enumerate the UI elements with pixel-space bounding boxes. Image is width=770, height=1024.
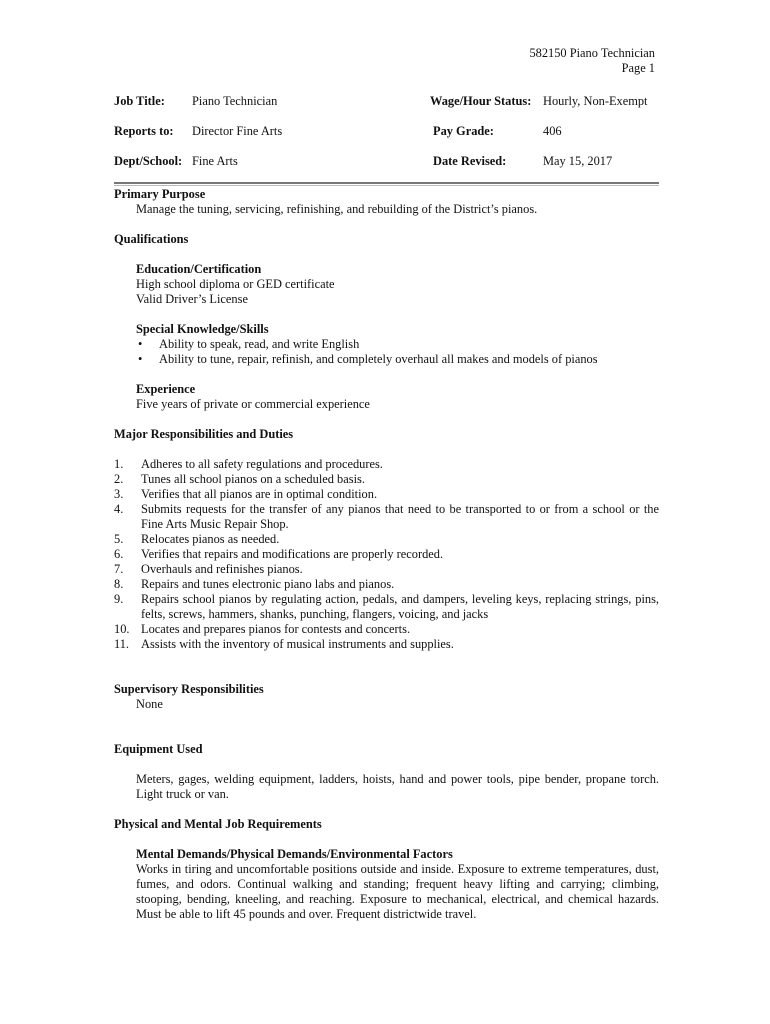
skills-list-item: • Ability to tune, repair, refinish, and completely overhaul all makes and models of pianos <box>158 352 659 367</box>
skills-heading: Special Knowledge/Skills <box>136 322 269 336</box>
experience-heading: Experience <box>136 382 196 396</box>
dept-school-label: Dept/School: <box>114 154 183 168</box>
date-revised-label: Date Revised: <box>433 154 507 168</box>
date-revised-value: May 15, 2017 <box>543 154 613 168</box>
duty-number: 6. <box>114 547 124 561</box>
header-divider <box>114 182 659 184</box>
reports-to-value: Director Fine Arts <box>192 124 283 138</box>
duty-text: Locates and prepares pianos for contests and concerts. <box>141 622 411 636</box>
reports-to-label: Reports to: <box>114 124 174 138</box>
physical-text: Works in tiring and uncomfortable positions outside and inside. Exposure to extreme temperatures, dust, fumes, and odors. Continual walking and standing; frequent heavy lifting and carrying; climbing, stooping, bending, kneeling, and reaching. Exposure to mechanical, electrical, and chemical hazards. Must be able to lift 45 pounds and over. Frequent districtwide travel. <box>136 862 659 921</box>
physical-heading: Physical and Mental Job Requirements <box>114 817 322 831</box>
duty-text: Verifies that repairs and modifications are properly recorded. <box>141 547 444 561</box>
duties-heading: Major Responsibilities and Duties <box>114 427 294 441</box>
duty-number: 5. <box>114 532 124 546</box>
duty-text: Verifies that all pianos are in optimal condition. <box>141 487 378 501</box>
document-id: 582150 Piano Technician <box>529 46 655 60</box>
duty-text: Repairs school pianos by regulating action, pedals, and dampers, leveling keys, replacing strings, pins, felts, screws, hammers, shanks, punching, flangers, voicing, and jacks <box>141 592 659 621</box>
duty-item <box>114 577 659 592</box>
duty-number: 2. <box>114 472 124 486</box>
duty-number: 11. <box>114 637 130 651</box>
duty-number: 9. <box>114 592 124 606</box>
meta-row-dept <box>114 154 659 184</box>
duty-item <box>114 637 659 652</box>
equipment-heading: Equipment Used <box>114 742 203 756</box>
duty-text: Adheres to all safety regulations and procedures. <box>141 457 383 471</box>
duty-text: Tunes all school pianos on a scheduled basis. <box>141 472 365 486</box>
skills-list-item: • Ability to speak, read, and write English <box>158 337 659 352</box>
duty-number: 4. <box>114 502 124 516</box>
duty-item <box>114 622 659 637</box>
duty-item <box>114 562 659 577</box>
duty-item <box>114 487 659 502</box>
duty-number: 8. <box>114 577 124 591</box>
duty-item <box>114 502 659 532</box>
duty-number: 1. <box>114 457 124 471</box>
education-line: Valid Driver’s License <box>136 292 248 306</box>
page-header <box>529 46 655 76</box>
duty-number: 10. <box>114 622 130 636</box>
job-meta-table <box>114 94 659 184</box>
equipment-text: Meters, gages, welding equipment, ladders, hoists, hand and power tools, pipe bender, propane torch. Light truck or van. <box>136 772 659 801</box>
education-heading: Education/Certification <box>136 262 262 276</box>
primary-purpose-heading: Primary Purpose <box>114 187 206 201</box>
supervisory-heading: Supervisory Responsibilities <box>114 682 264 696</box>
wage-status-value: Hourly, Non-Exempt <box>543 94 648 108</box>
duty-text: Overhauls and refinishes pianos. <box>141 562 303 576</box>
dept-school-value: Fine Arts <box>192 154 238 168</box>
duty-text: Submits requests for the transfer of any pianos that need to be transported to or from a school or the Fine Arts Music Repair Shop. <box>141 502 659 531</box>
physical-subheading: Mental Demands/Physical Demands/Environmental Factors <box>136 847 453 861</box>
page-number: Page 1 <box>621 61 655 75</box>
job-title-label: Job Title: <box>114 94 165 108</box>
meta-row-reports <box>114 124 659 154</box>
experience-text: Five years of private or commercial experience <box>136 397 370 411</box>
duty-number: 7. <box>114 562 124 576</box>
duty-text: Assists with the inventory of musical instruments and supplies. <box>141 637 454 651</box>
job-title-value: Piano Technician <box>192 94 278 108</box>
document-body <box>114 187 659 922</box>
duty-item <box>114 472 659 487</box>
pay-grade-value: 406 <box>543 124 562 138</box>
duty-text: Repairs and tunes electronic piano labs and pianos. <box>141 577 395 591</box>
duty-text: Relocates pianos as needed. <box>141 532 280 546</box>
duty-number: 3. <box>114 487 124 501</box>
duty-item <box>114 592 659 622</box>
duties-list <box>114 457 659 652</box>
primary-purpose-text: Manage the tuning, servicing, refinishing, and rebuilding of the District’s pianos. <box>136 202 538 216</box>
duty-item <box>114 547 659 562</box>
skills-list <box>114 337 659 367</box>
wage-status-label: Wage/Hour Status: <box>430 94 532 108</box>
duty-item <box>114 532 659 547</box>
qualifications-heading: Qualifications <box>114 232 189 246</box>
header-divider-thin <box>114 185 659 186</box>
pay-grade-label: Pay Grade: <box>433 124 494 138</box>
education-line: High school diploma or GED certificate <box>136 277 335 291</box>
meta-row-title <box>114 94 659 124</box>
supervisory-text: None <box>136 697 163 711</box>
duty-item <box>114 457 659 472</box>
